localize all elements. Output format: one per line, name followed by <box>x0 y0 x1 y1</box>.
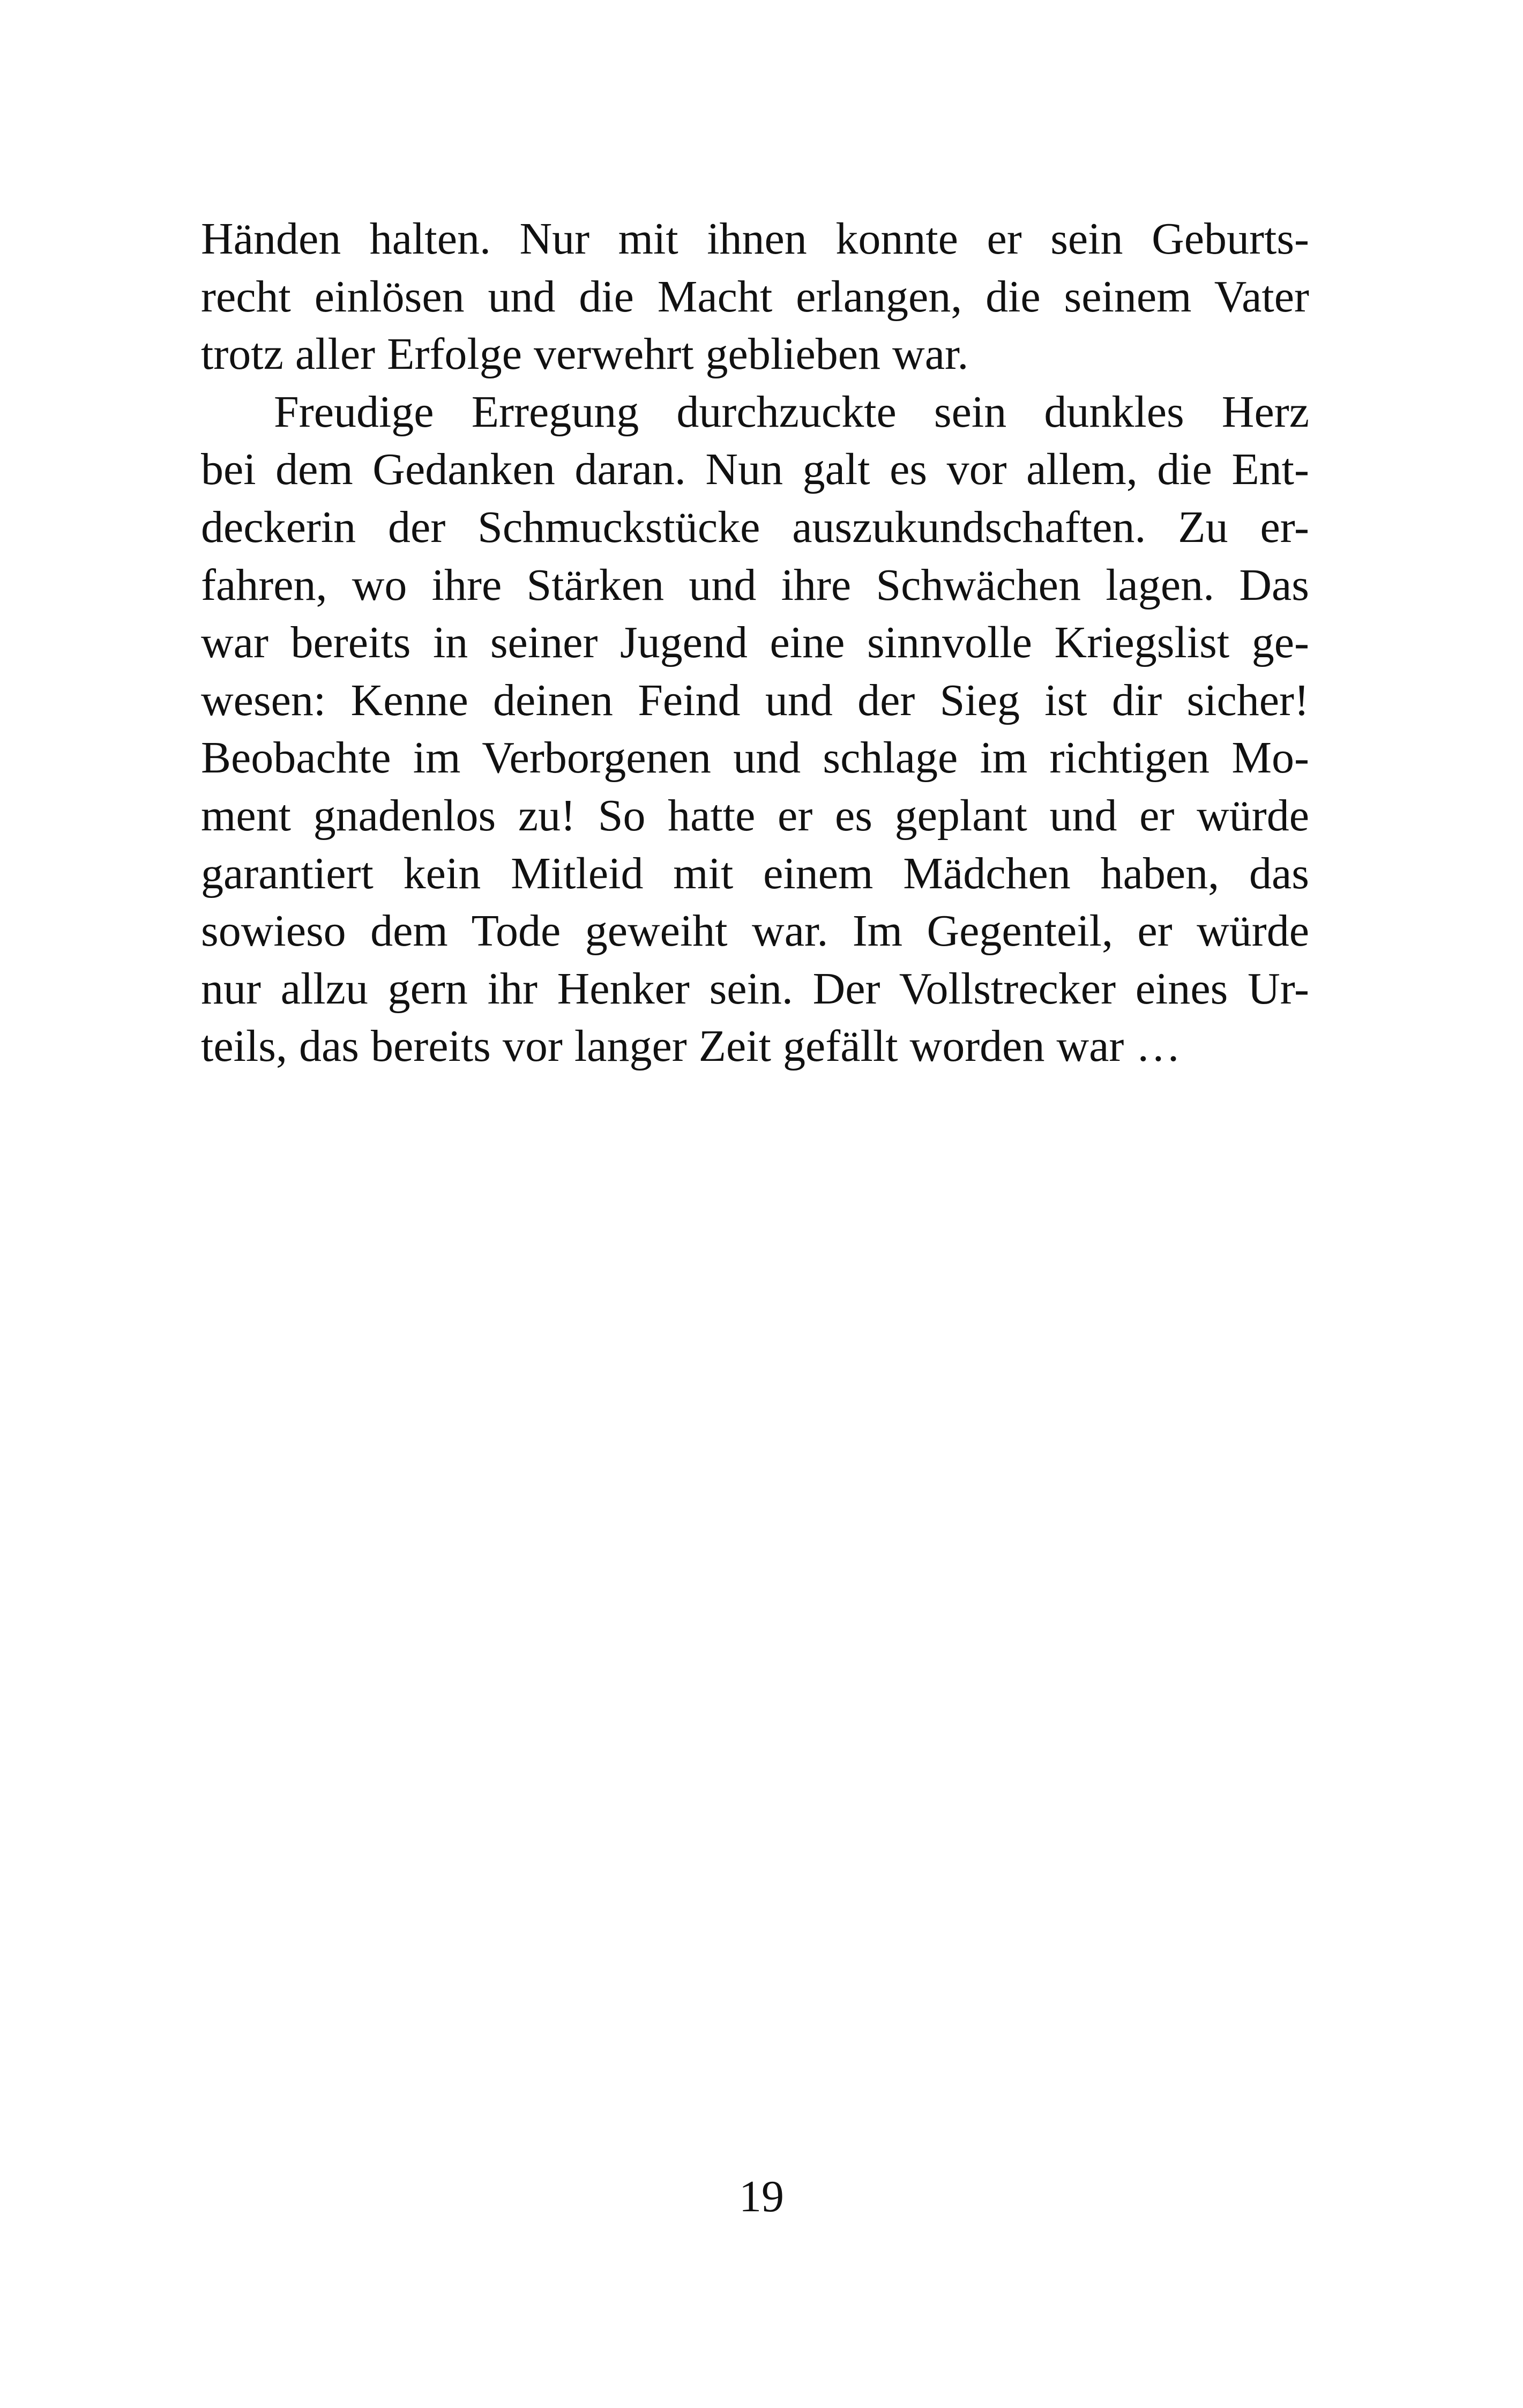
text-line: teils, das bereits vor langer Zeit gefällt worden war … <box>201 1021 1181 1072</box>
text-line: Händen halten. Nur mit ihnen konnte er sein Geburts- <box>201 214 1309 264</box>
text-line: fahren, wo ihre Stärken und ihre Schwächen lagen. Das <box>201 560 1309 610</box>
text-line: Freudige Erregung durchzuckte sein dunkles Herz <box>274 387 1309 437</box>
text-line: garantiert kein Mitleid mit einem Mädchen haben, das <box>201 848 1309 898</box>
text-line: recht einlösen und die Macht erlangen, die seinem Vater <box>201 271 1309 322</box>
text-line: nur allzu gern ihr Henker sein. Der Vollstrecker eines Ur- <box>201 963 1309 1014</box>
text-line: bei dem Gedanken daran. Nun galt es vor allem, die Ent- <box>201 444 1309 495</box>
paragraph <box>201 383 1309 1075</box>
text-line: trotz aller Erfolge verwehrt geblieben war. <box>201 329 969 380</box>
page-number: 19 <box>739 2172 784 2221</box>
text-line: war bereits in seiner Jugend eine sinnvolle Kriegslist ge- <box>201 618 1309 668</box>
text-line: sowieso dem Tode geweiht war. Im Gegenteil, er würde <box>201 906 1309 956</box>
paragraph <box>201 210 1309 383</box>
text-line: deckerin der Schmuckstücke auszukundschaften. Zu er- <box>201 502 1309 552</box>
text-line: Beobachte im Verborgenen und schlage im richtigen Mo- <box>201 733 1309 783</box>
text-line: ment gnadenlos zu! So hatte er es geplant und er würde <box>201 790 1309 841</box>
body-text <box>201 210 1309 1075</box>
text-line: wesen: Kenne deinen Feind und der Sieg ist dir sicher! <box>201 675 1309 725</box>
